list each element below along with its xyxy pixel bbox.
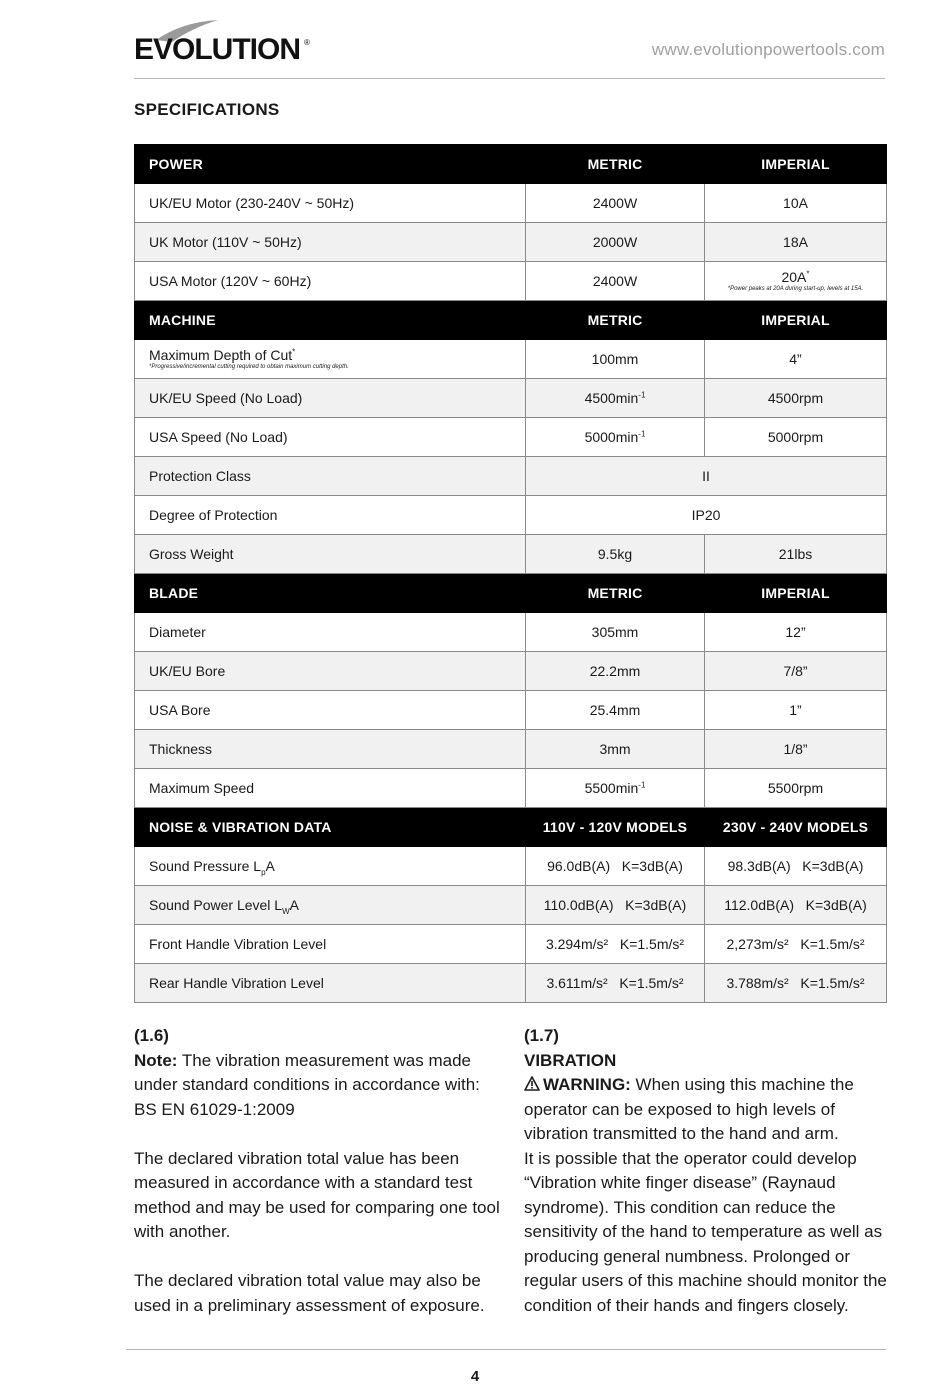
metric-value: 4500min xyxy=(584,390,639,406)
row-imperial: 4” xyxy=(705,340,887,379)
row-label: Rear Handle Vibration Level xyxy=(135,964,526,1003)
table-row xyxy=(135,925,887,964)
row-imperial: 10A xyxy=(705,184,887,223)
logo-registered-mark: ® xyxy=(304,38,310,47)
table-header-power xyxy=(135,145,887,184)
table-header-machine xyxy=(135,301,887,340)
row-value-230v: 98.3dB(A) K=3dB(A) xyxy=(705,847,887,886)
row-metric: 2000W xyxy=(526,223,705,262)
row-imperial: 4500rpm xyxy=(705,379,887,418)
row-imperial: 1” xyxy=(705,691,887,730)
table-header-blade xyxy=(135,574,887,613)
row-label: Maximum Speed xyxy=(135,769,526,808)
row-label: USA Speed (No Load) xyxy=(135,418,526,457)
row-label: Degree of Protection xyxy=(135,496,526,535)
row-value-230v: 112.0dB(A) K=3dB(A) xyxy=(705,886,887,925)
row-label: Protection Class xyxy=(135,457,526,496)
table-row xyxy=(135,379,887,418)
row-metric: 2400W xyxy=(526,262,705,301)
section-ref: (1.7) xyxy=(524,1026,559,1045)
row-label: USA Motor (120V ~ 60Hz) xyxy=(135,262,526,301)
warning-label: WARNING: xyxy=(543,1075,631,1094)
table-header-noise xyxy=(135,808,887,847)
row-imperial: 12” xyxy=(705,613,887,652)
table-row xyxy=(135,847,887,886)
row-metric: 100mm xyxy=(526,340,705,379)
website-url: www.evolutionpowertools.com xyxy=(651,40,885,59)
footnote-text: *Progressive/incremental cutting required to obtain maximum cutting depth. xyxy=(149,364,349,370)
paragraph: The declared vibration total value has been measured in accordance with a standard test method and may be used for comparing one tool with another. xyxy=(134,1148,500,1241)
vibration-warning-column xyxy=(524,1024,894,1318)
table-row xyxy=(135,457,887,496)
subscript: p xyxy=(261,867,266,877)
specifications-table xyxy=(134,144,887,1003)
warning-text: When using this machine the operator can be exposed to high levels of vibration transmitted to the hand and arm. xyxy=(524,1075,854,1143)
paragraph: The declared vibration total value may also be used in a preliminary assessment of exposure. xyxy=(134,1271,485,1315)
section-ref: (1.6) xyxy=(134,1026,169,1045)
row-label: Diameter xyxy=(135,613,526,652)
row-imperial: 1/8” xyxy=(705,730,887,769)
label-text: Sound Pressure L xyxy=(149,858,262,874)
note-paragraph xyxy=(134,1049,504,1123)
row-imperial: 18A xyxy=(705,223,887,262)
page-number: 4 xyxy=(470,1368,480,1385)
row-label xyxy=(135,847,526,886)
depth-label: Maximum Depth of Cut xyxy=(149,347,293,363)
header-cell: METRIC xyxy=(526,574,705,613)
row-label: Front Handle Vibration Level xyxy=(135,925,526,964)
table-row xyxy=(135,652,887,691)
table-row xyxy=(135,769,887,808)
row-label xyxy=(135,340,526,379)
row-value-110v: 3.294m/s² K=1.5m/s² xyxy=(526,925,705,964)
header-cell: MACHINE xyxy=(135,301,526,340)
header-cell: BLADE xyxy=(135,574,526,613)
row-label: UK/EU Motor (230-240V ~ 50Hz) xyxy=(135,184,526,223)
row-metric: 305mm xyxy=(526,613,705,652)
footnote-mark: * xyxy=(806,269,810,279)
header-cell: METRIC xyxy=(526,145,705,184)
header-cell: IMPERIAL xyxy=(705,301,887,340)
row-metric xyxy=(526,769,705,808)
vibration-note-column xyxy=(134,1024,504,1318)
row-value-230v: 3.788m/s² K=1.5m/s² xyxy=(705,964,887,1003)
row-value-230v: 2,273m/s² K=1.5m/s² xyxy=(705,925,887,964)
row-value-merged: IP20 xyxy=(526,496,887,535)
label-suffix: A xyxy=(289,897,299,913)
row-metric: 25.4mm xyxy=(526,691,705,730)
header-cell: POWER xyxy=(135,145,526,184)
row-metric: 9.5kg xyxy=(526,535,705,574)
header-cell: 230V - 240V MODELS xyxy=(705,808,887,847)
header-cell: METRIC xyxy=(526,301,705,340)
row-metric xyxy=(526,418,705,457)
evolution-logo xyxy=(134,18,314,66)
metric-value: 5000min xyxy=(584,429,639,445)
row-value-110v: 110.0dB(A) K=3dB(A) xyxy=(526,886,705,925)
footnote-text: *Power peaks at 20A during start-up, levels at 15A. xyxy=(727,286,864,292)
table-row xyxy=(135,691,887,730)
note-label: Note: xyxy=(134,1050,178,1070)
row-imperial: 21lbs xyxy=(705,535,887,574)
logo-wordmark: EVOLUTION xyxy=(134,33,301,66)
metric-value: 5500min xyxy=(584,780,639,796)
row-imperial: 5000rpm xyxy=(705,418,887,457)
row-metric: 3mm xyxy=(526,730,705,769)
exponent: -1 xyxy=(638,429,646,439)
table-row xyxy=(135,340,887,379)
row-label: USA Bore xyxy=(135,691,526,730)
row-value-110v: 96.0dB(A) K=3dB(A) xyxy=(526,847,705,886)
row-metric: 2400W xyxy=(526,184,705,223)
row-imperial: 7/8” xyxy=(705,652,887,691)
table-row xyxy=(135,223,887,262)
table-row xyxy=(135,496,887,535)
row-value-merged: II xyxy=(526,457,887,496)
label-text: Sound Power Level L xyxy=(149,897,283,913)
row-label: UK/EU Speed (No Load) xyxy=(135,379,526,418)
table-row xyxy=(135,535,887,574)
exponent: -1 xyxy=(638,780,646,790)
note-text: The vibration measurement was made under standard conditions in accordance with: BS EN 61029-1:2009 xyxy=(134,1050,480,1119)
label-suffix: A xyxy=(265,858,275,874)
table-row xyxy=(135,730,887,769)
table-row xyxy=(135,964,887,1003)
imperial-value: 20A xyxy=(781,269,807,285)
warning-triangle-icon xyxy=(524,1076,540,1091)
exponent: -1 xyxy=(638,390,646,400)
section-title: SPECIFICATIONS xyxy=(134,100,280,119)
paragraph: It is possible that the operator could develop “Vibration white finger disease” (Raynaud syndrome). This condition can reduce the sensitivity of the hand to temperature as well as producing general numbness. Prolonged or regular users of this machine should monitor the condition of their hands and fingers closely. xyxy=(524,1148,887,1315)
row-metric xyxy=(526,379,705,418)
row-label: UK Motor (110V ~ 50Hz) xyxy=(135,223,526,262)
row-label xyxy=(135,886,526,925)
warning-paragraph xyxy=(524,1073,894,1147)
row-metric: 22.2mm xyxy=(526,652,705,691)
table-row xyxy=(135,262,887,301)
header-cell: IMPERIAL xyxy=(705,145,887,184)
row-imperial xyxy=(705,262,887,301)
row-label: UK/EU Bore xyxy=(135,652,526,691)
row-imperial: 5500rpm xyxy=(705,769,887,808)
header-cell: NOISE & VIBRATION DATA xyxy=(135,808,526,847)
row-label: Gross Weight xyxy=(135,535,526,574)
footnote-mark: * xyxy=(292,347,296,357)
table-row xyxy=(135,886,887,925)
header-cell: 110V - 120V MODELS xyxy=(526,808,705,847)
footer-divider xyxy=(126,1349,886,1350)
table-row xyxy=(135,184,887,223)
subscript: W xyxy=(282,906,290,916)
table-row xyxy=(135,613,887,652)
section-heading: VIBRATION xyxy=(524,1050,617,1070)
row-label: Thickness xyxy=(135,730,526,769)
page-header xyxy=(134,18,885,79)
header-cell: IMPERIAL xyxy=(705,574,887,613)
row-value-110v: 3.611m/s² K=1.5m/s² xyxy=(526,964,705,1003)
table-row xyxy=(135,418,887,457)
